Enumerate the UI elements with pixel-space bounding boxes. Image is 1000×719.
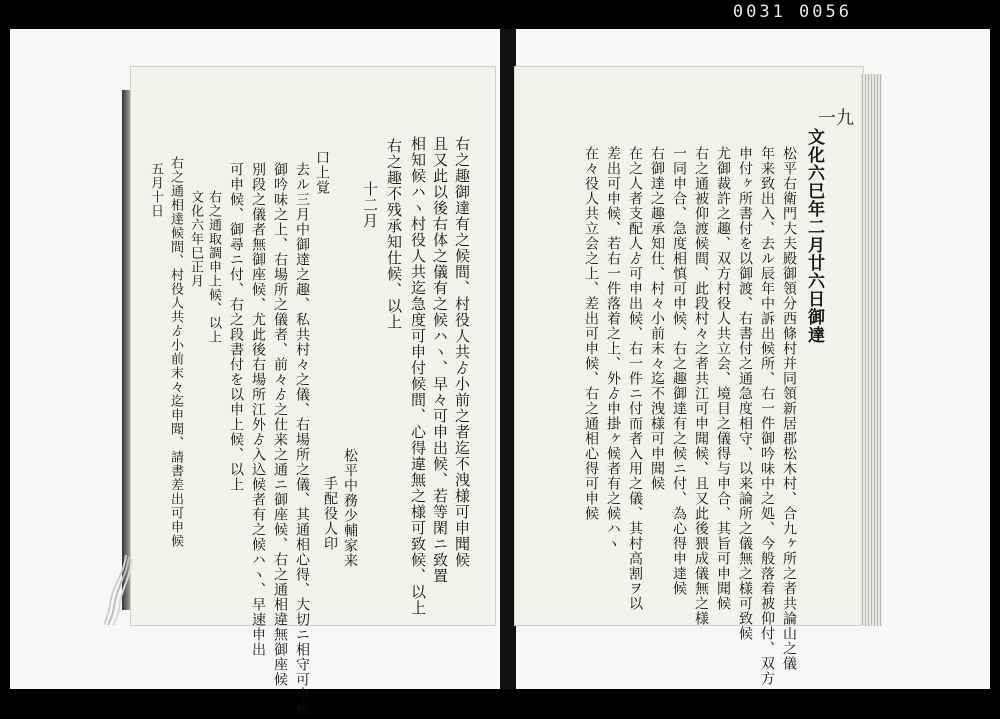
left-col-14: 文化六年巳正月 [188,190,203,288]
left-page [130,66,496,717]
binding-thread [104,555,134,625]
page-edges [860,74,882,626]
left-col-13: 右之通取調申上候、以上 [206,190,221,344]
left-col-9: 去ル三月中御達之趣、私共村々之儀、右場所之儀、其通相心得、大切ニ相守可申候 [294,162,310,717]
left-col-8: 口上覚 [314,150,330,195]
left-col-7: 手配役人印 [322,476,338,551]
left-col-3: 相知候ハヽ村役人共迄急度可申付候間、心得違無之様可致候、以上 [409,136,427,616]
right-col-2: 年来致出入、去ル辰年中訴出候所、右一件御吟味中之処、今般落着被仰付、双方 [759,146,775,686]
left-col-16: 五月十日 [148,162,163,218]
document-title: 文化六巳年二月廿六日御達 [804,128,824,344]
right-col-6: 一同申合、急度相慎可申候、右之趣御達有之候ニ付、為心得申達候 [671,146,687,596]
page-number: 一九 [818,108,854,129]
left-col-11: 別段之儀者無御座候、尤此後右場所江外ゟ入込候者有之候ハヽ、早速申出 [250,162,266,657]
right-col-9: 差出可申候、若右一件落着之上、外ゟ申掛ヶ候者有之候ハヽ [605,146,621,551]
left-col-4: 右之趣不残承知仕候、以上 [385,138,403,330]
right-col-7: 右御達之趣承知仕、村々小前末々迄不洩様可申聞候 [649,146,665,491]
right-col-10: 在々役人共立会之上、差出可申候、右之通相心得可申候 [583,146,599,521]
left-col-1: 右之趣御達有之候間、村役人共ゟ小前之者迄不洩様可申聞候 [453,136,471,568]
right-col-1: 松平右衛門大夫殿御領分西條村并同領新居郡松木村、合九ヶ所之者共論山之儀 [781,146,797,671]
left-col-5: 十二月 [361,181,379,229]
right-col-4: 尤御裁許之趣、双方村役人共立会、境目之儀得与申合、其旨可申聞候 [715,146,731,611]
film-frame-number: 0031 0056 [732,2,852,22]
left-col-10: 御吟味之上、右場所之儀者、前々ゟ之仕来之通ニ御座候、右之通相違無御座候 [272,162,288,687]
left-col-12: 可申候、御尋ニ付、右之段書付を以申上候、以上 [228,162,244,492]
left-col-15: 右之通相達候間、村役人共ゟ小前末々迄申聞、請書差出可申候 [168,156,183,548]
right-page [514,66,864,686]
left-col-6: 松平中務少輔家来 [342,448,358,568]
left-col-2: 且又此以後右体之儀有之候ハヽ、早々可申出候、若等閑ニ致置 [431,136,449,584]
right-col-8: 在之人者支配人ゟ可申出候、右一件ニ付而者入用之儀、其村高割ヲ以 [627,146,643,611]
right-col-5: 右之通被仰渡候間、此段村々之者共江可申聞候、且又此後猥成儀無之様 [693,146,709,626]
right-col-3: 申付ヶ所書付を以御渡、右書付之通急度相守、以来論所之儀無之様可致候 [737,146,753,641]
